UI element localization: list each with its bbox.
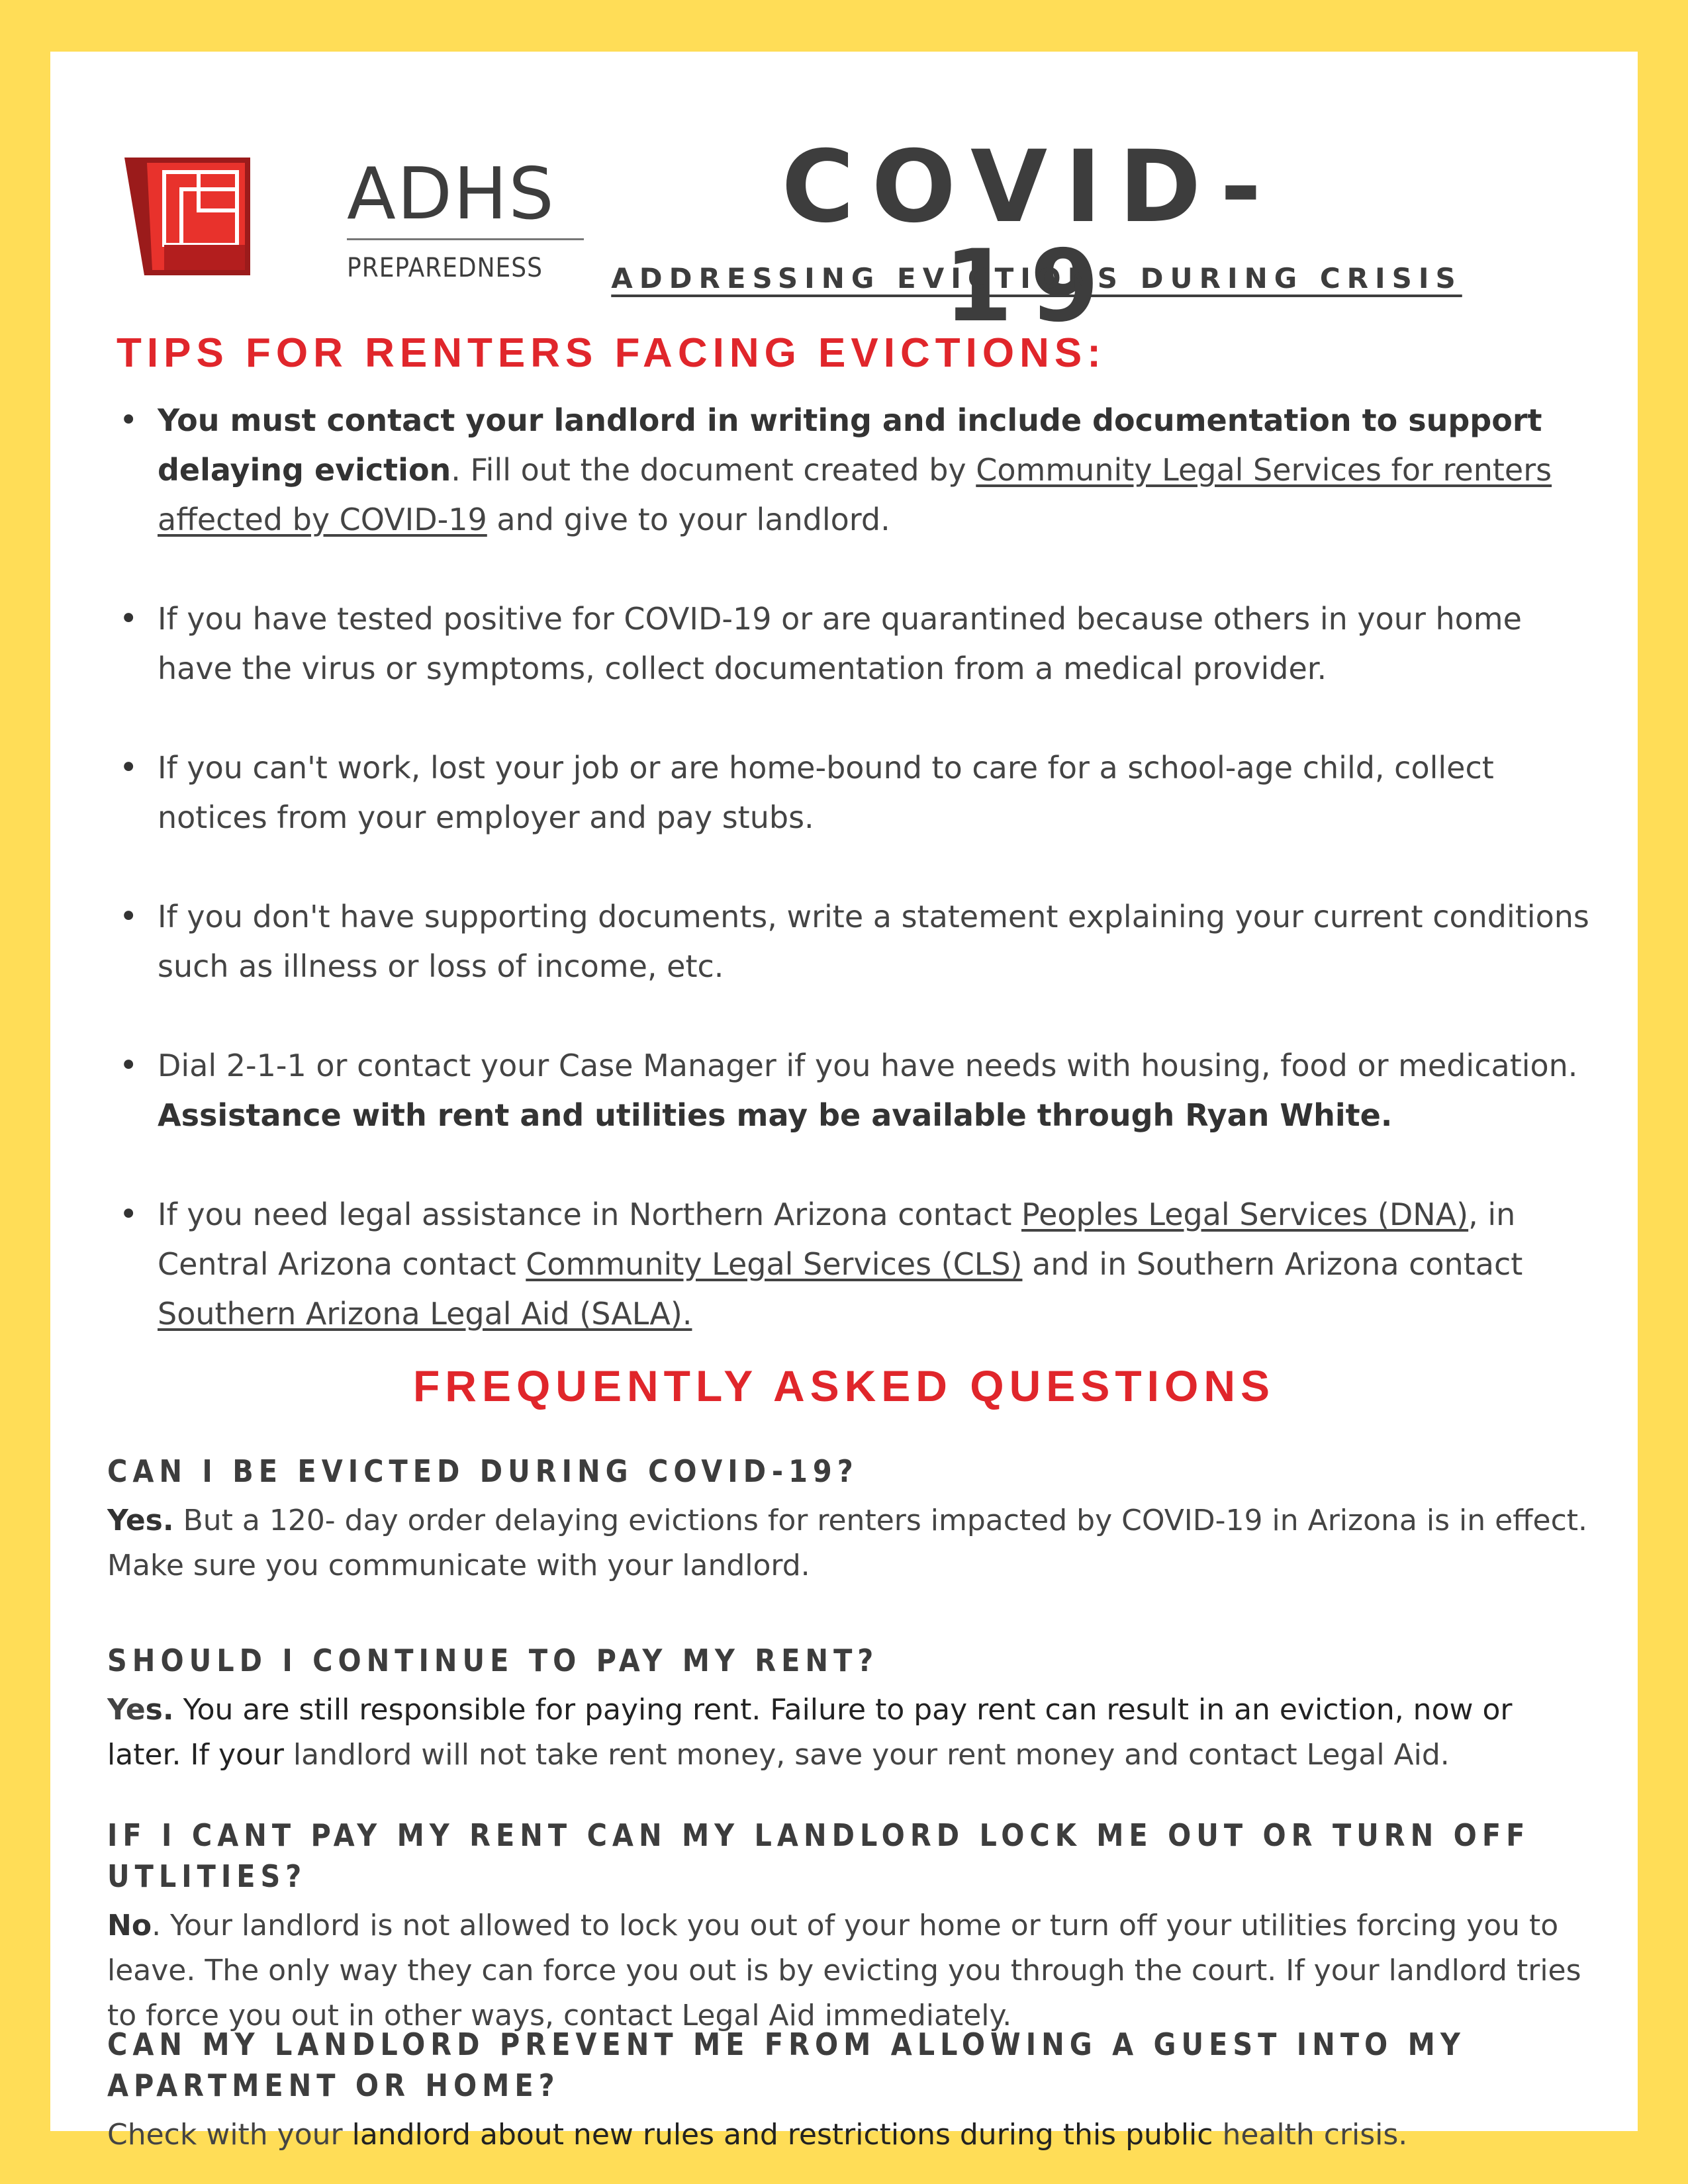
- faq-answer-text: landlord about new rules and restrictions during this public: [352, 2118, 1213, 2152]
- tip-text: Dial 2-1-1 or contact your Case Manager if you have needs with housing, food or medication.: [158, 1048, 1578, 1083]
- list-item: [117, 743, 1593, 842]
- faq-answer: [107, 1498, 1590, 1588]
- flyer-page: [50, 52, 1638, 2152]
- faq-answer: [107, 1688, 1590, 1778]
- tips-list: [117, 396, 1593, 1388]
- list-item: [117, 396, 1593, 545]
- logo-divider: [347, 238, 584, 240]
- tip-text: and in Southern Arizona contact: [1022, 1246, 1523, 1282]
- tip-text: If you need legal assistance in Northern Arizona contact: [158, 1197, 1022, 1232]
- faq-answer-bold: No: [107, 1909, 152, 1942]
- faq-item-3: [107, 1815, 1590, 2038]
- adhs-logo: [124, 106, 555, 285]
- faq-item-2: [107, 1640, 1590, 1778]
- tip-text: If you don't have supporting documents, write a statement explaining your current conditions such as illness or loss of income, etc.: [158, 899, 1589, 984]
- tip-text: If you have tested positive for COVID-19 or are quarantined because others in your home have the virus or symptoms, collect documentation from a medical provider.: [158, 601, 1522, 686]
- faq-question: SHOULD I CONTINUE TO PAY MY RENT?: [107, 1643, 879, 1678]
- faq-answer-text: landlord will not take rent money, save your rent money and contact Legal Aid.: [283, 1738, 1450, 1772]
- faq-answer-text: . Your landlord is not allowed to lock you out of your home or turn off your utilities forcing you to leave. The only way they can force you out is by evicting you through the court. If your landlord tries to force you out in other ways, contact Legal Aid immediately.: [107, 1909, 1581, 2032]
- logo-wordmark: ADHS: [347, 153, 555, 236]
- tips-heading: TIPS FOR RENTERS FACING EVICTIONS:: [117, 330, 1106, 376]
- faq-answer-text: health crisis.: [1213, 2118, 1408, 2152]
- cls-document-link[interactable]: Community Legal Services for renters affected by COVID-19: [158, 452, 1552, 537]
- faq-item-1: [107, 1451, 1590, 1588]
- tip-text: , in Central Arizona contact: [158, 1197, 1516, 1282]
- faq-answer-bold: Ye: [107, 1693, 146, 1727]
- faq-answer-bold: s.: [145, 1693, 174, 1727]
- faq-answer-bold: Yes.: [107, 1504, 174, 1537]
- cls-link[interactable]: Community Legal Services (CLS): [526, 1246, 1023, 1282]
- page-title: COVID-19: [781, 130, 1279, 344]
- list-item: [117, 1041, 1593, 1140]
- list-item: [117, 892, 1593, 991]
- faq-question: CAN MY LANDLORD PREVENT ME FROM ALLOWING A GUEST INTO MY APARTMENT OR HOME?: [107, 2026, 1466, 2103]
- faq-answer: [107, 1903, 1590, 2038]
- tip-bold-text: You must contact your landlord in writing and include documentation to support delaying eviction: [158, 402, 1542, 488]
- sala-link[interactable]: Southern Arizona Legal Aid (SALA).: [158, 1296, 692, 1332]
- faq-item-4: [107, 2024, 1590, 2158]
- tip-bold-text: Assistance with rent and utilities may be available through Ryan White.: [158, 1097, 1393, 1133]
- list-item: [117, 1190, 1593, 1339]
- faq-question: CAN I BE EVICTED DURING COVID-19?: [107, 1453, 859, 1489]
- page-subtitle: ADDRESSING EVICTIONS DURING CRISIS: [611, 262, 1462, 295]
- list-item: [117, 594, 1593, 694]
- faq-answer: [107, 2113, 1590, 2158]
- faq-heading: FREQUENTLY ASKED QUESTIONS: [412, 1361, 1276, 1410]
- faq-question: IF I CANT PAY MY RENT CAN MY LANDLORD LOCK ME OUT OR TURN OFF UTLITIES?: [107, 1817, 1530, 1894]
- tip-text: and give to your landlord.: [487, 502, 890, 537]
- logo-subtitle: PREPAREDNESS: [347, 253, 543, 283]
- faq-answer-text: Check with your: [107, 2118, 352, 2152]
- adhs-logo-mark-icon: [124, 158, 257, 277]
- tip-text: . Fill out the document created by: [451, 452, 976, 488]
- tip-text: If you can't work, lost your job or are home-bound to care for a school-age child, collect notices from your employer and pay stubs.: [158, 750, 1494, 835]
- faq-answer-text: But a 120- day order delaying evictions for renters impacted by COVID-19 in Arizona is in effect. Make sure you communicate with your landlord.: [107, 1504, 1587, 1582]
- faq-answer-text: You are still responsible for paying rent. Failure to pay rent can result in an eviction, now or later. If your: [107, 1693, 1513, 1772]
- dna-link[interactable]: Peoples Legal Services (DNA): [1021, 1197, 1469, 1232]
